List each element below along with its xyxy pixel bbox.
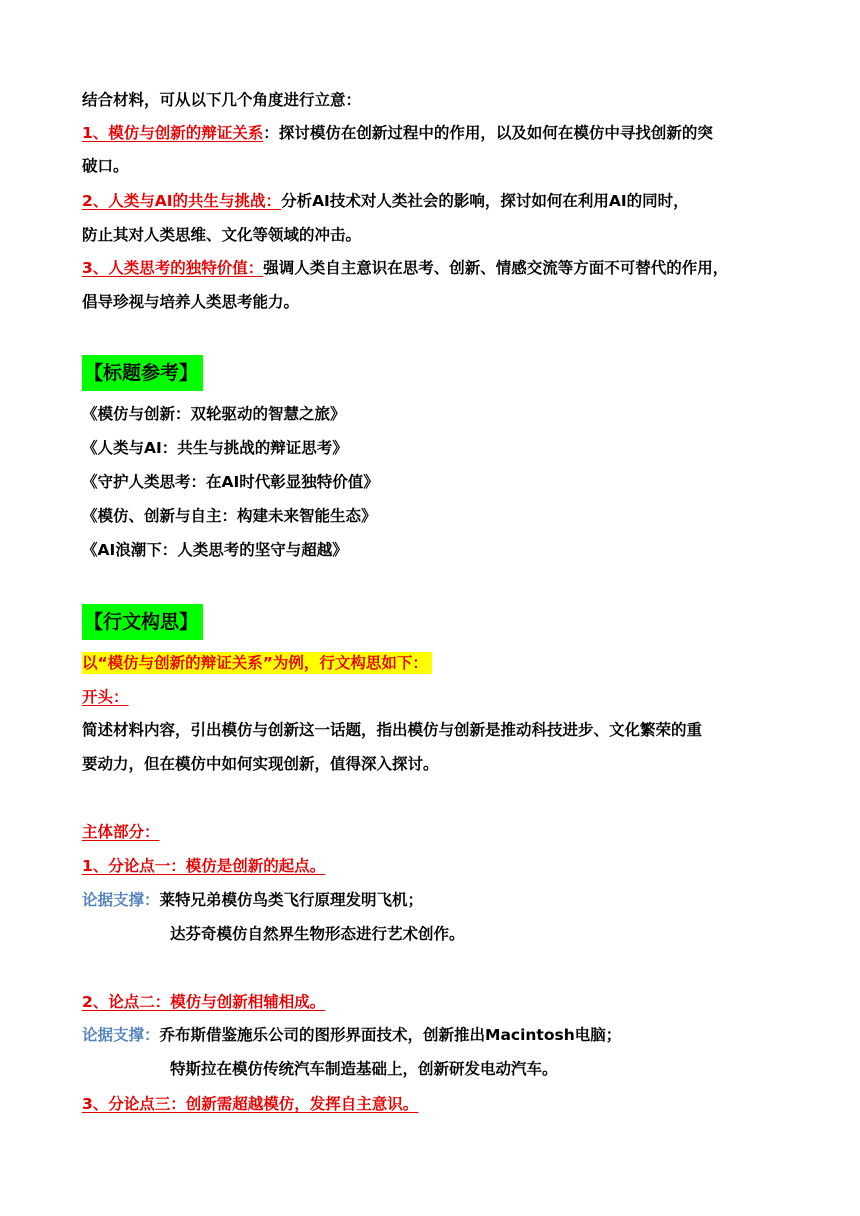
point-2: 2、论点二：模仿与创新相辅相成。 — [82, 993, 326, 1011]
titles-heading: 【标题参考】 — [82, 355, 203, 391]
point-1-evidence-2: 达芬奇模仿自然界生物形态进行艺术创作。 — [170, 925, 465, 943]
title-item-3: 《守护人类思考：在AI时代彰显独特价值》 — [82, 473, 379, 491]
point-2-evidence — [82, 1023, 790, 1047]
intro-line: 结合材料，可从以下几个角度进行立意： — [82, 91, 362, 109]
angle-2-line1 — [82, 189, 790, 213]
angle-3-text: 强调人类自主意识在思考、创新、情感交流等方面不可替代的作用， — [263, 259, 729, 277]
point-1: 1、分论点一：模仿是创新的起点。 — [82, 857, 326, 875]
point-2-evidence-2: 特斯拉在模仿传统汽车制造基础上，创新研发电动汽车。 — [170, 1060, 558, 1078]
title-item-4: 《模仿、创新与自主：构建未来智能生态》 — [82, 507, 377, 525]
point-3: 3、分论点三：创新需超越模仿，发挥自主意识。 — [82, 1095, 419, 1113]
point-2-evidence-1: 乔布斯借鉴施乐公司的图形界面技术，创新推出Macintosh电脑； — [159, 1026, 622, 1044]
writing-heading: 【行文构思】 — [82, 604, 203, 640]
angle-1-sep: ： — [263, 124, 279, 142]
point-1-evidence-1: 莱特兄弟模仿鸟类飞行原理发明飞机； — [159, 891, 424, 909]
angle-1-line2: 破口。 — [82, 157, 129, 175]
example-highlight: 以“模仿与创新的辩证关系”为例，行文构思如下： — [82, 652, 432, 674]
title-item-5: 《AI浪潮下：人类思考的坚守与超越》 — [82, 541, 348, 559]
title-item-1: 《模仿与创新：双轮驱动的智慧之旅》 — [82, 405, 346, 423]
angle-2-text: 分析AI技术对人类社会的影响，探讨如何在利用AI的同时， — [281, 192, 689, 210]
angle-3-line2: 倡导珍视与培养人类思考能力。 — [82, 293, 300, 311]
angle-1-line1 — [82, 121, 790, 145]
angle-2-line2: 防止其对人类思维、文化等领域的冲击。 — [82, 226, 362, 244]
angle-3-line1 — [82, 256, 790, 280]
angle-2-title: 2、人类与AI的共生与挑战： — [82, 192, 282, 210]
body-label: 主体部分： — [82, 823, 160, 841]
opening-text-2: 要动力，但在模仿中如何实现创新，值得深入探讨。 — [82, 755, 439, 773]
evidence-label: 论据支撑： — [82, 1026, 160, 1044]
opening-label: 开头： — [82, 688, 129, 706]
evidence-label: 论据支撑： — [82, 891, 160, 909]
angle-1-title: 1、模仿与创新的辩证关系 — [82, 124, 264, 142]
angle-1-text: 探讨模仿在创新过程中的作用，以及如何在模仿中寻找创新的突 — [278, 124, 713, 142]
angle-3-title: 3、人类思考的独特价值： — [82, 259, 264, 277]
example-line — [82, 651, 790, 675]
title-item-2: 《人类与AI：共生与挑战的辩证思考》 — [82, 439, 348, 457]
opening-text-1: 简述材料内容，引出模仿与创新这一话题，指出模仿与创新是推动科技进步、文化繁荣的重 — [82, 721, 703, 739]
point-1-evidence — [82, 888, 790, 912]
